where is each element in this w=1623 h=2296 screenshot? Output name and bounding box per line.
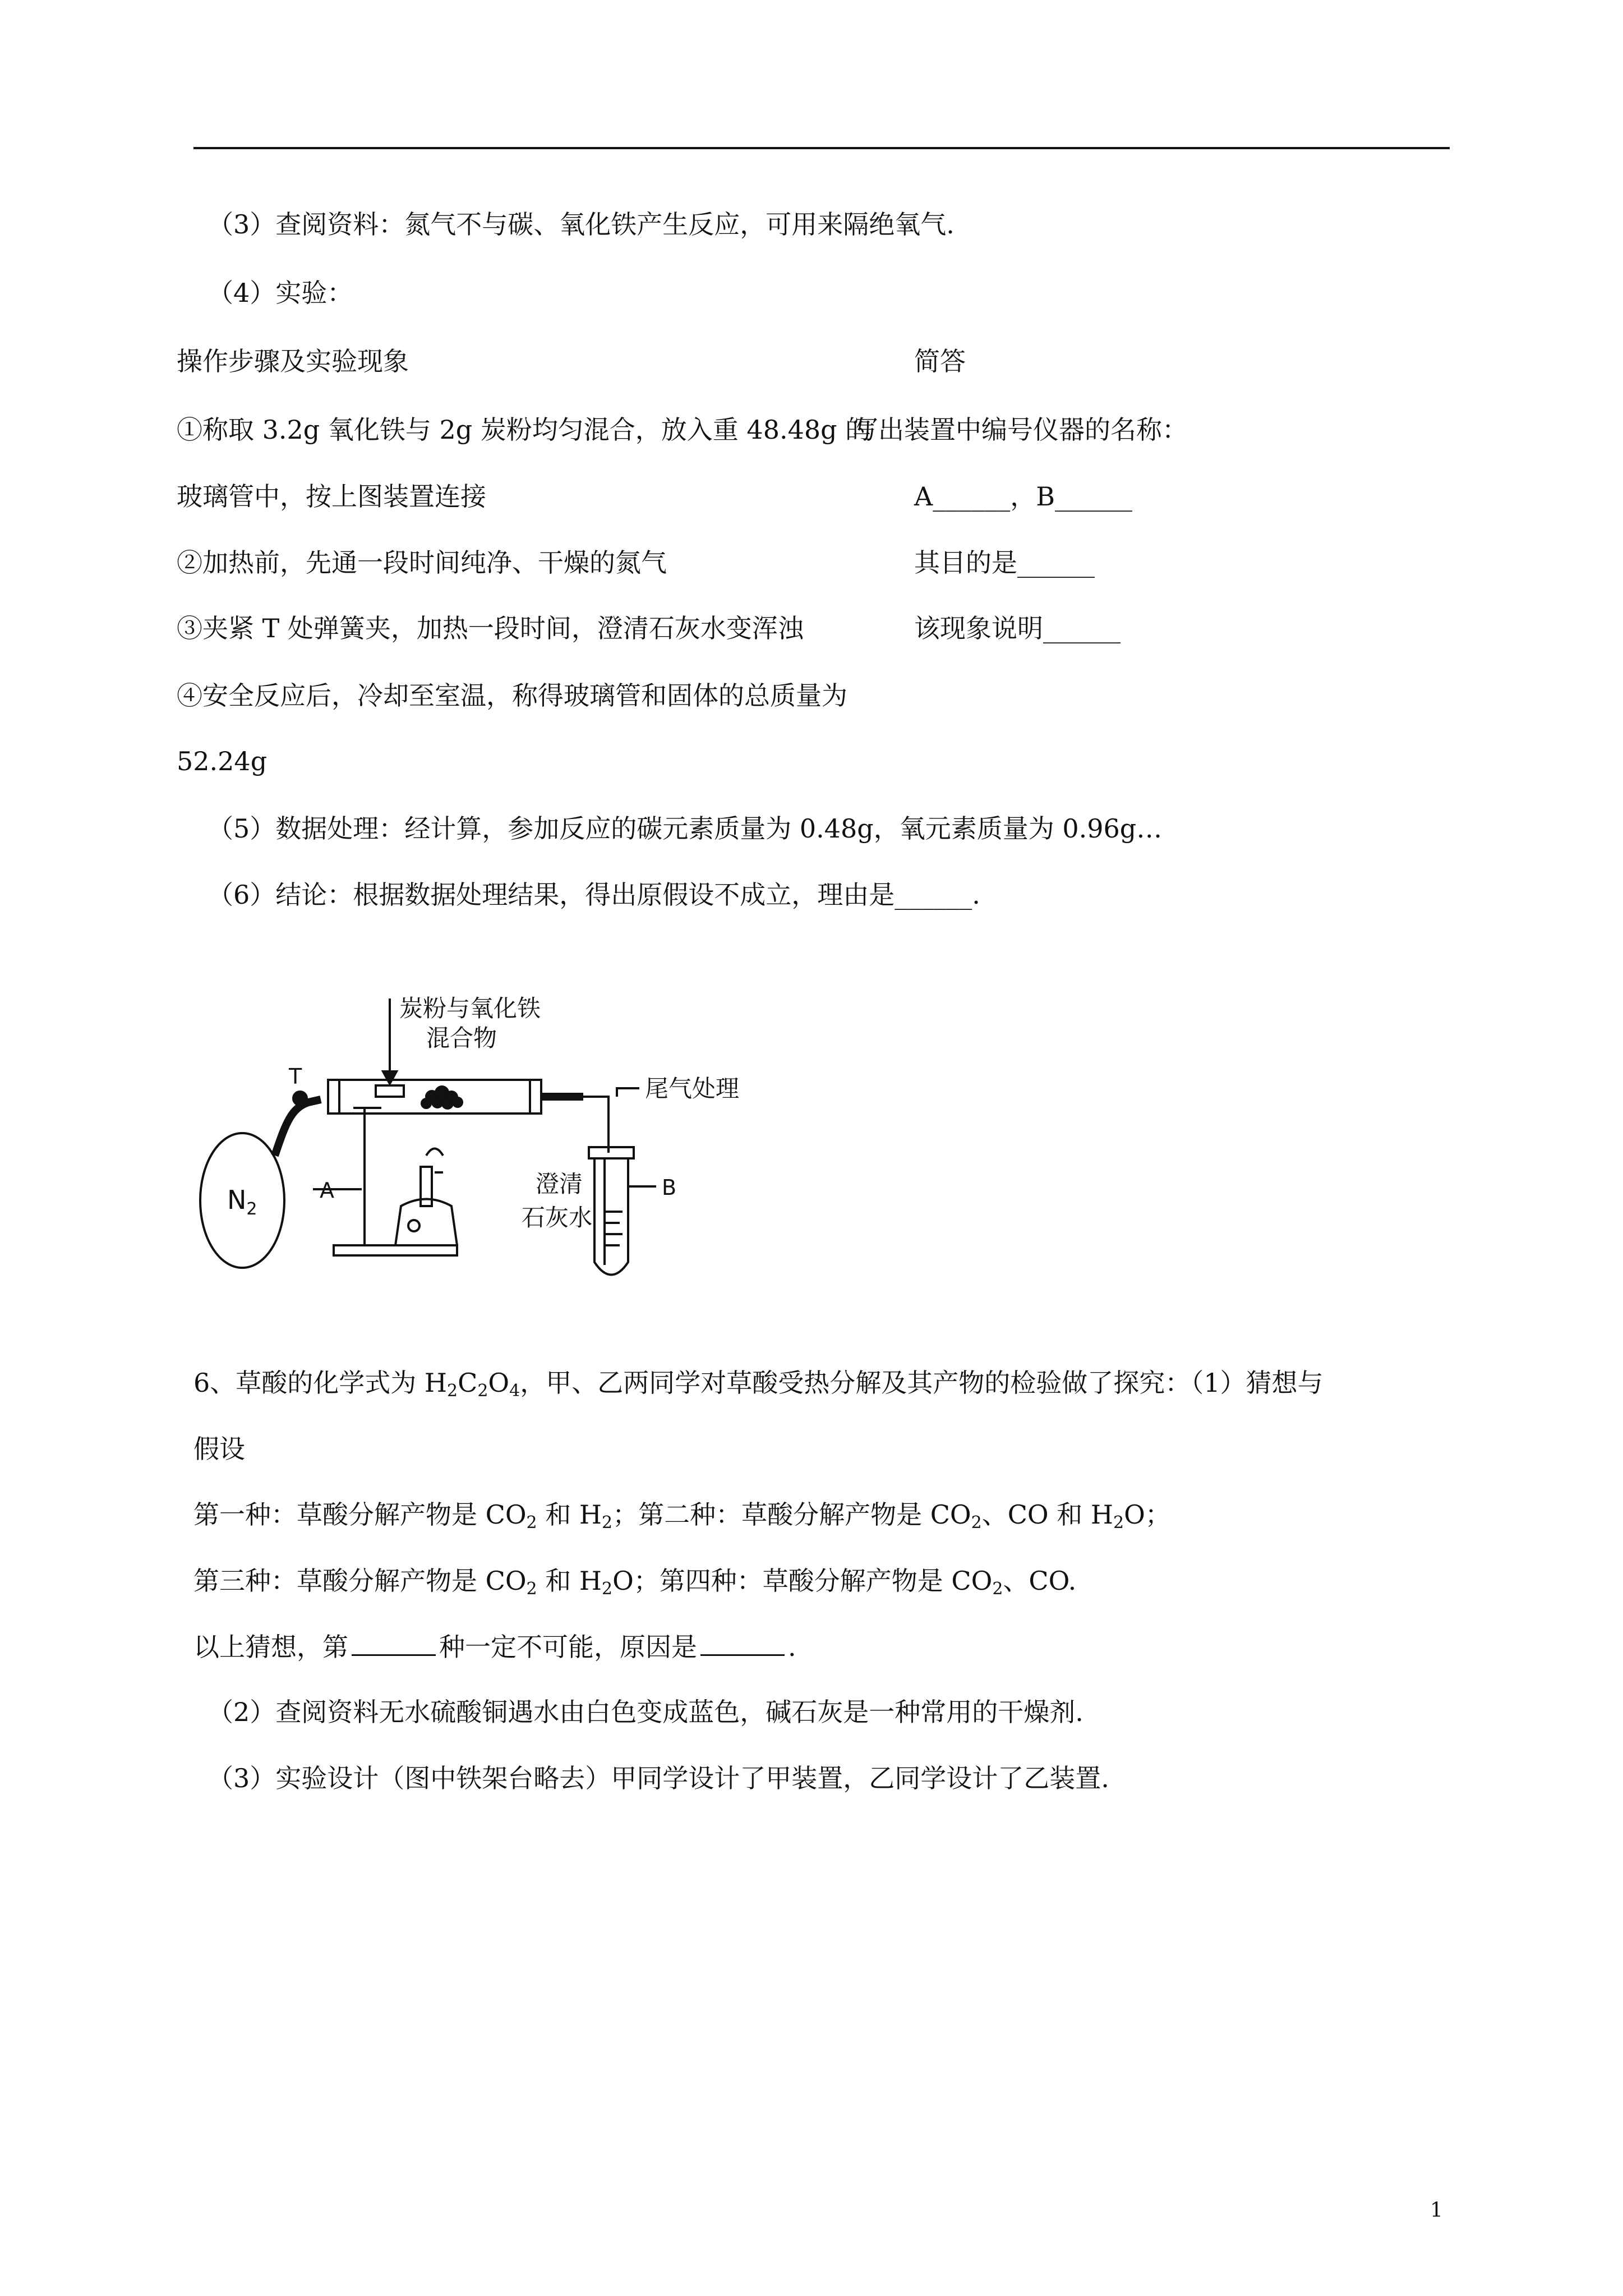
row1-right-a: 写出装置中编号仪器的名称： [852,415,1188,445]
answer-blank-1[interactable] [352,1630,436,1656]
q6-line3: 第一种：草酸分解产物是 $CO_2$ 和 $H_2$；第二种：草酸分解产物是 $CO_2$、CO 和 $H_2O$； [193,1499,1171,1533]
label-limewater-1: 澄清 [536,1170,583,1198]
q6-line1: 6、草酸的化学式为 $H_2C_2O_4$，甲、乙两同学对草酸受热分解及其产物的检验做了探究：（1）猜想与 [193,1368,1324,1401]
q6-line5: 以上猜想，第 种一定不可能，原因是 . [193,1630,796,1664]
row3-left: ③夹紧 T 处弹簧夹，加热一段时间，澄清石灰水变浑浊 [177,613,804,643]
label-clamp: T [289,1064,302,1089]
q6-line7: （3）实验设计（图中铁架台略去）甲同学设计了甲装置，乙同学设计了乙装置. [208,1763,1109,1793]
row2-right: 其目的是______ [914,547,1095,578]
row1-left-b: 玻璃管中，按上图装置连接 [177,481,486,512]
stand-base [334,1245,457,1255]
table-header-right: 简答 [914,346,966,376]
label-n2: $N_2$ [227,1185,257,1219]
label-mixture-2: 混合物 [426,1024,497,1052]
tube-stopper [589,1147,634,1158]
label-mixture-1: 炭粉与氧化铁 [399,995,541,1022]
answer-blank-2[interactable] [700,1630,785,1656]
section-6: （6）结论：根据数据处理结果，得出原假设不成立，理由是______. [208,880,980,910]
q6-line4: 第三种：草酸分解产物是 $CO_2$ 和 $H_2O$；第四种：草酸分解产物是 $CO_2$、CO. [193,1566,1077,1599]
flame [426,1149,443,1156]
header-rule [193,147,1450,149]
q6-line6: （2）查阅资料无水硫酸铜遇水由白色变成蓝色，碱石灰是一种常用的干燥剂. [208,1697,1083,1727]
row3-right: 该现象说明______ [914,613,1121,643]
row1-left-a: ①称取 3.2g 氧化铁与 2g 炭粉均匀混合，放入重 48.48g 的 [177,415,872,445]
label-exhaust: 尾气处理 [645,1075,740,1102]
q6-line2: 假设 [193,1434,245,1464]
mixture-pile [422,1087,462,1108]
apparatus-diagram [191,987,819,1290]
inlet-hose [275,1099,321,1156]
section-3: （3）查阅资料：氮气不与碳、氧化铁产生反应，可用来隔绝氧气. [208,209,955,240]
label-limewater-2: 石灰水 [522,1204,593,1231]
label-b: B [662,1175,677,1200]
page-number: 1 [1430,2199,1443,2222]
table-header-left: 操作步骤及实验现象 [177,346,409,376]
row4-left-b: 52.24g [177,746,268,776]
row1-right-b: A______，B______ [914,481,1133,512]
section-5: （5）数据处理：经计算，参加反应的碳元素质量为 0.48g，氧元素质量为 0.96g… [208,813,1163,844]
label-a: A [320,1178,334,1203]
row4-left-a: ④安全反应后，冷却至室温，称得玻璃管和固体的总质量为 [177,680,847,711]
test-tube [594,1158,628,1275]
row2-left: ②加热前，先通一段时间纯净、干燥的氮气 [177,547,667,578]
clamp-t [293,1092,307,1105]
section-4: （4）实验： [208,278,353,308]
